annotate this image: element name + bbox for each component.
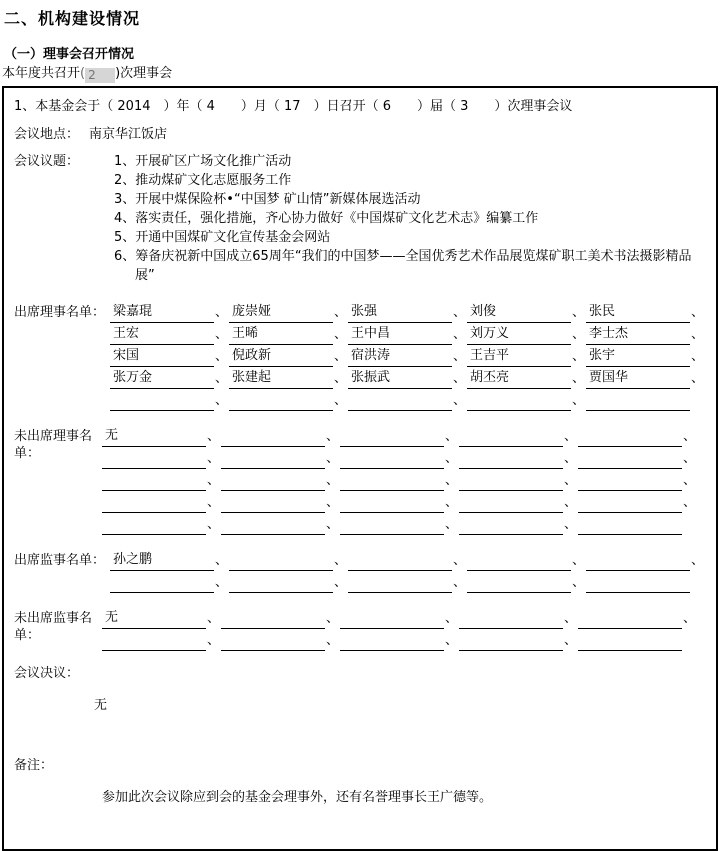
resolution-label: 会议决议： [14, 666, 80, 681]
name-cell [102, 514, 206, 535]
name-cell: 张民 [586, 302, 690, 323]
name-separator: 、 [452, 327, 466, 342]
name-cell [340, 448, 444, 469]
name-separator: 、 [452, 349, 466, 364]
name-separator: 、 [571, 349, 585, 364]
name-cell [467, 390, 571, 411]
name-separator: 、 [563, 611, 577, 626]
roster-row [102, 447, 708, 469]
name-cell: 张宇 [586, 346, 690, 367]
name-separator: 、 [214, 553, 228, 568]
name-separator: 、 [444, 611, 458, 626]
name-cell: 倪政新 [229, 346, 333, 367]
roster-row [110, 301, 708, 323]
name-cell [340, 426, 444, 447]
roster-row [110, 345, 708, 367]
name-separator: 、 [571, 575, 585, 590]
name-separator: 、 [452, 575, 466, 590]
name-separator: 、 [333, 553, 347, 568]
name-cell [578, 608, 682, 629]
roster-row [110, 367, 708, 389]
name-separator: 、 [690, 305, 704, 320]
topics-list [114, 152, 708, 285]
name-cell [221, 492, 325, 513]
name-separator: 、 [214, 349, 228, 364]
count-suffix: 次理事会 [120, 66, 173, 81]
name-separator: 、 [571, 327, 585, 342]
name-cell [348, 550, 452, 571]
name-cell: 张万金 [110, 368, 214, 389]
name-separator: 、 [214, 575, 228, 590]
name-cell [340, 514, 444, 535]
name-separator: 、 [444, 517, 458, 532]
name-cell: 王中昌 [348, 324, 452, 345]
remark-label: 备注： [14, 758, 54, 773]
name-cell [229, 572, 333, 593]
count-close-paren: ) [115, 66, 121, 81]
name-cell [348, 572, 452, 593]
name-separator: 、 [571, 305, 585, 320]
name-separator: 、 [214, 305, 228, 320]
name-cell [578, 426, 682, 447]
roster-row [102, 425, 708, 447]
topics-label: 会议议题： [14, 154, 80, 169]
section-subtitle: （一）理事会召开情况 [4, 47, 135, 62]
name-cell: 王吉平 [467, 346, 571, 367]
name-cell [578, 448, 682, 469]
name-separator: 、 [452, 305, 466, 320]
name-cell [221, 514, 325, 535]
name-cell: 李士杰 [586, 324, 690, 345]
roster-row [110, 389, 708, 411]
roster-row [102, 469, 708, 491]
name-cell [229, 550, 333, 571]
name-separator: 、 [325, 633, 339, 648]
meeting-headline: 1、本基金会于（ 2014 ）年（ 4 ）月（ 17 ）日召开（ 6 ）届（ 3 ）次理事会议 [14, 99, 573, 114]
name-separator: 、 [206, 611, 220, 626]
name-separator: 、 [690, 349, 704, 364]
name-cell [459, 514, 563, 535]
topics-row [14, 152, 708, 285]
name-cell [102, 492, 206, 513]
name-cell [578, 630, 682, 651]
name-separator: 、 [682, 429, 696, 444]
name-separator: 、 [206, 451, 220, 466]
name-cell: 贾国华 [586, 368, 690, 389]
name-separator: 、 [682, 495, 696, 510]
topic-item: 3、开展中煤保险杯•“中国梦 矿山情”新媒体展选活动 [114, 192, 421, 207]
name-separator: 、 [563, 517, 577, 532]
location-value: 南京华江饭店 [89, 127, 168, 142]
count-prefix: 本年度共召开 [2, 66, 81, 81]
name-separator: 、 [571, 553, 585, 568]
name-separator: 、 [682, 473, 696, 488]
name-separator: 、 [452, 393, 466, 408]
name-cell [229, 390, 333, 411]
name-cell [459, 630, 563, 651]
roster-row [110, 323, 708, 345]
name-cell: 刘俊 [467, 302, 571, 323]
name-separator: 、 [333, 371, 347, 386]
roster-absent-supervisors [14, 607, 708, 651]
name-cell [459, 608, 563, 629]
name-cell [221, 630, 325, 651]
remark-section [14, 757, 708, 849]
meeting-location-row [14, 126, 708, 144]
name-cell [102, 470, 206, 491]
name-cell [221, 426, 325, 447]
name-cell: 王宏 [110, 324, 214, 345]
location-label: 会议地点： [14, 127, 80, 142]
roster-label: 未出席监事名单： [14, 611, 93, 643]
name-cell [586, 390, 690, 411]
name-cell: 无 [102, 608, 206, 629]
name-separator: 、 [206, 633, 220, 648]
name-separator: 、 [325, 451, 339, 466]
name-cell [340, 630, 444, 651]
name-cell [578, 492, 682, 513]
name-cell [340, 608, 444, 629]
name-separator: 、 [682, 451, 696, 466]
name-cell: 无 [102, 426, 206, 447]
name-separator: 、 [214, 393, 228, 408]
name-cell [467, 550, 571, 571]
name-separator: 、 [563, 495, 577, 510]
name-separator: 、 [214, 327, 228, 342]
name-separator: 、 [214, 371, 228, 386]
name-separator: 、 [563, 429, 577, 444]
name-cell [221, 608, 325, 629]
name-separator: 、 [690, 553, 704, 568]
name-cell [467, 572, 571, 593]
name-separator: 、 [444, 633, 458, 648]
name-separator: 、 [325, 473, 339, 488]
resolution-value: 无 [94, 698, 108, 713]
name-cell [459, 426, 563, 447]
name-separator: 、 [690, 327, 704, 342]
topic-item: 5、开通中国煤矿文化宣传基金会网站 [114, 230, 331, 245]
roster-attend-supervisors [14, 549, 708, 593]
name-separator: 、 [563, 451, 577, 466]
name-separator: 、 [682, 611, 696, 626]
name-cell [459, 470, 563, 491]
name-separator: 、 [333, 393, 347, 408]
resolution-section [14, 665, 708, 715]
name-separator: 、 [563, 473, 577, 488]
name-cell [110, 390, 214, 411]
name-separator: 、 [444, 473, 458, 488]
name-separator: 、 [452, 553, 466, 568]
roster-row [102, 491, 708, 513]
count-input[interactable]: 2 [85, 68, 115, 83]
name-separator: 、 [333, 327, 347, 342]
name-separator: 、 [452, 371, 466, 386]
roster-row [102, 607, 708, 629]
name-cell: 张建起 [229, 368, 333, 389]
roster-attend-directors [14, 301, 708, 411]
roster-row [102, 513, 708, 535]
name-cell: 王晞 [229, 324, 333, 345]
roster-label: 出席监事名单： [14, 553, 106, 568]
name-cell [348, 390, 452, 411]
page-title: 二、机构建设情况 [4, 9, 141, 28]
name-cell [578, 470, 682, 491]
meeting-count-line [2, 64, 718, 86]
roster-row [102, 629, 708, 651]
name-separator: 、 [333, 575, 347, 590]
name-cell: 庞崇娅 [229, 302, 333, 323]
name-separator: 、 [325, 611, 339, 626]
name-cell: 宋国 [110, 346, 214, 367]
roster-row [110, 571, 708, 593]
name-cell: 张强 [348, 302, 452, 323]
count-open-paren: ( [80, 66, 86, 81]
name-separator: 、 [571, 371, 585, 386]
name-separator: 、 [333, 349, 347, 364]
name-separator: 、 [690, 371, 704, 386]
name-separator: 、 [325, 517, 339, 532]
topic-item: 6、筹备庆祝新中国成立65周年“我们的中国梦——全国优秀艺术作品展览煤矿职工美术书法摄影精品展” [114, 249, 692, 283]
name-cell [102, 448, 206, 469]
topic-item: 4、落实责任，强化措施，齐心协力做好《中国煤矿文化艺术志》编纂工作 [114, 211, 539, 226]
roster-row [110, 549, 708, 571]
name-cell: 孙之鹏 [110, 550, 214, 571]
name-cell [340, 470, 444, 491]
name-separator: 、 [444, 429, 458, 444]
name-separator: 、 [325, 429, 339, 444]
name-separator: 、 [206, 517, 220, 532]
name-cell: 刘万义 [467, 324, 571, 345]
rosters [12, 301, 708, 651]
topic-item: 1、开展矿区广场文化推广活动 [114, 154, 292, 169]
name-separator: 、 [444, 495, 458, 510]
name-cell: 胡丕亮 [467, 368, 571, 389]
name-cell [459, 492, 563, 513]
name-separator: 、 [325, 495, 339, 510]
name-separator: 、 [571, 393, 585, 408]
roster-label: 未出席理事名单： [14, 429, 93, 461]
name-separator: 、 [563, 633, 577, 648]
name-cell [578, 514, 682, 535]
name-cell [110, 572, 214, 593]
name-cell [102, 630, 206, 651]
name-separator: 、 [444, 451, 458, 466]
roster-label: 出席理事名单： [14, 305, 106, 320]
report-box [2, 86, 718, 851]
name-separator: 、 [206, 429, 220, 444]
name-cell [221, 448, 325, 469]
name-cell [340, 492, 444, 513]
name-cell [221, 470, 325, 491]
remark-value: 参加此次会议除应到会的基金会理事外，还有名誉理事长王广德等。 [102, 790, 493, 805]
name-separator: 、 [206, 473, 220, 488]
name-cell: 梁嘉琨 [110, 302, 214, 323]
name-cell [586, 550, 690, 571]
name-cell [586, 572, 690, 593]
name-separator: 、 [333, 305, 347, 320]
roster-absent-directors [14, 425, 708, 535]
name-cell: 张振武 [348, 368, 452, 389]
name-cell [459, 448, 563, 469]
topic-item: 2、推动煤矿文化志愿服务工作 [114, 173, 292, 188]
name-separator: 、 [206, 495, 220, 510]
name-cell: 宿洪涛 [348, 346, 452, 367]
